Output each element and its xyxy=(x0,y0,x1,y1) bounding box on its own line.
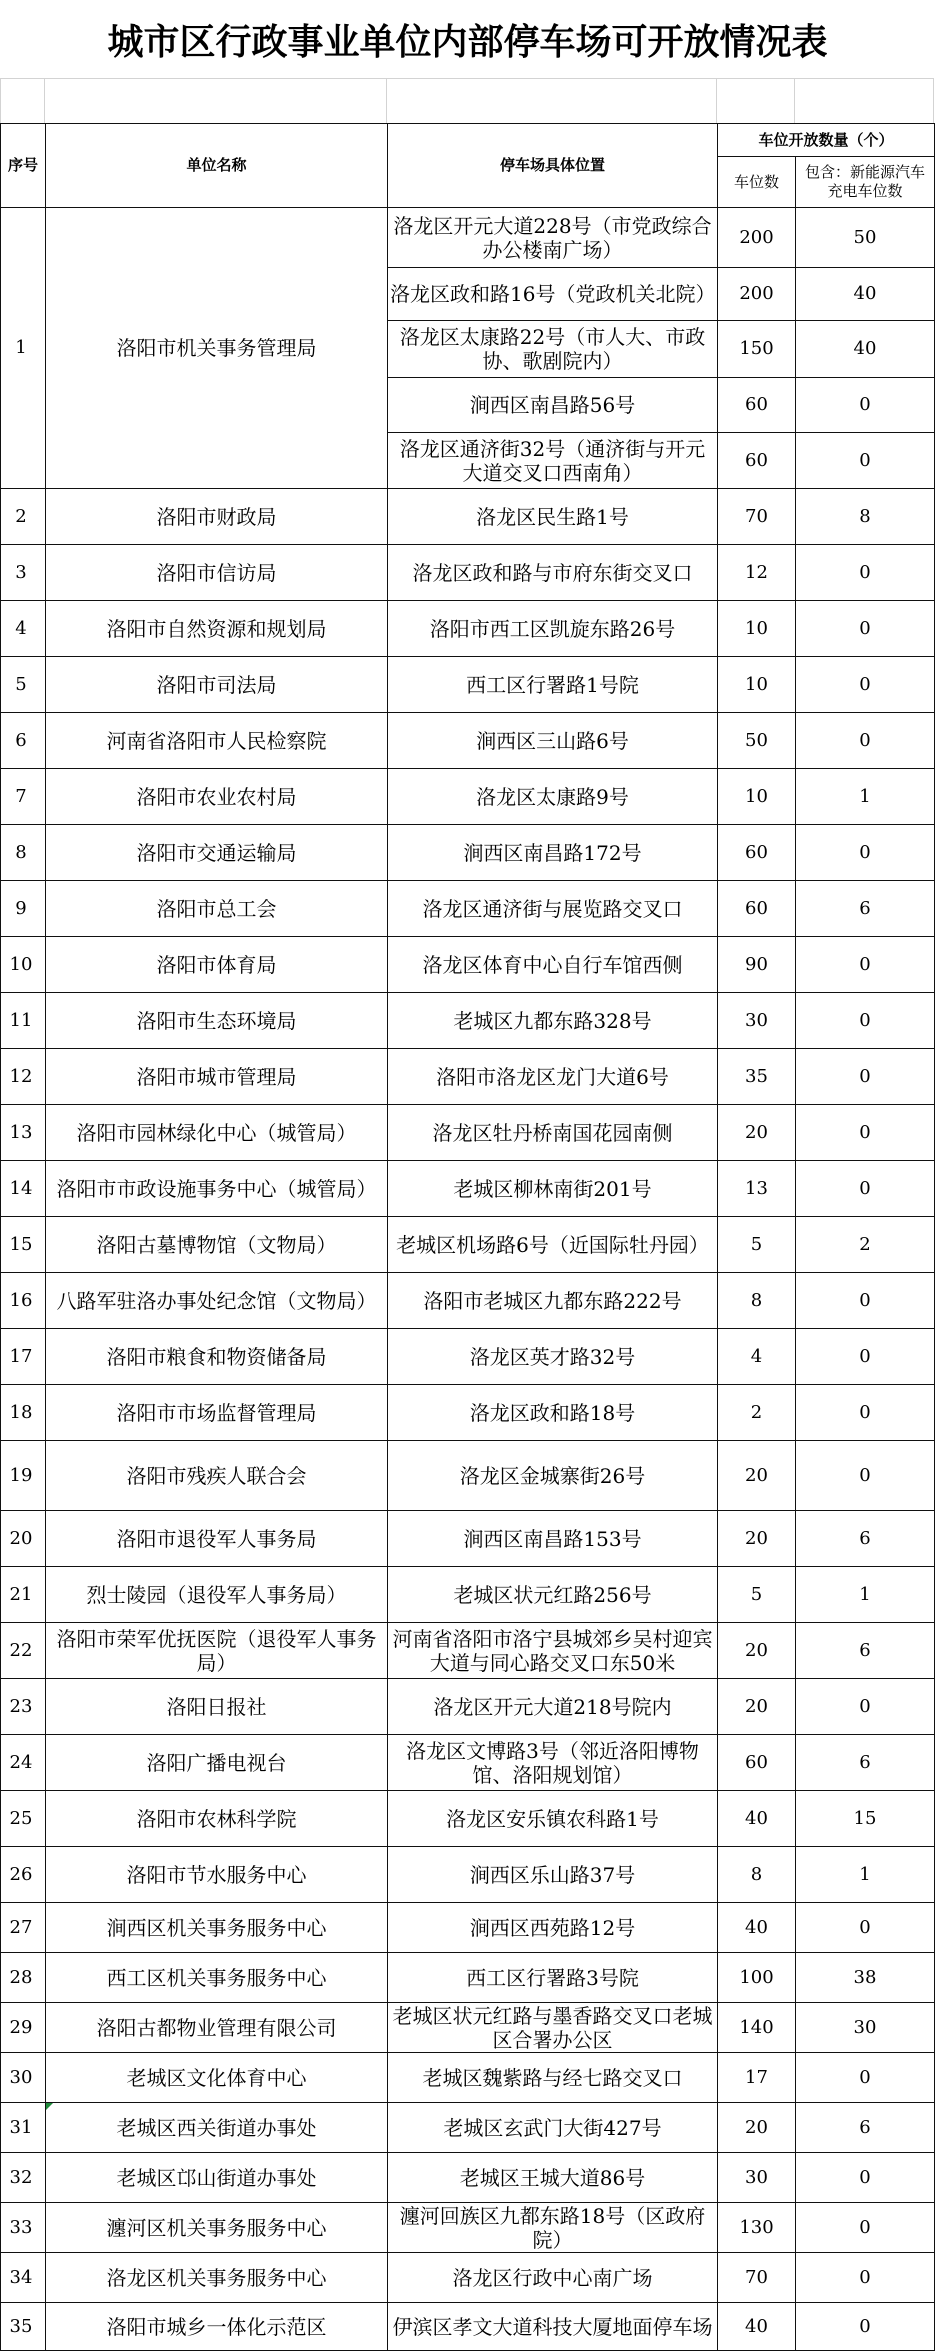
header-ev-spaces: 包含：新能源汽车充电车位数 xyxy=(796,157,935,208)
location-cell: 老城区状元红路256号 xyxy=(388,1567,718,1623)
spaces-cell: 20 xyxy=(718,1511,796,1567)
unit-name-cell: 西工区机关事务服务中心 xyxy=(46,1953,388,2003)
table-row xyxy=(1,601,935,657)
ev-spaces-cell: 0 xyxy=(796,1385,935,1441)
ev-spaces-cell: 0 xyxy=(796,1679,935,1735)
location-cell: 洛龙区文博路3号（邻近洛阳博物馆、洛阳规划馆） xyxy=(388,1735,718,1791)
spaces-cell: 10 xyxy=(718,601,796,657)
table-row xyxy=(1,1105,935,1161)
ev-spaces-cell: 0 xyxy=(796,1903,935,1953)
unit-name-cell: 洛阳市信访局 xyxy=(46,545,388,601)
index-cell: 3 xyxy=(1,545,46,601)
location-cell: 洛龙区政和路16号（党政机关北院） xyxy=(388,268,718,321)
index-cell: 1 xyxy=(1,208,46,489)
location-cell: 洛龙区太康路9号 xyxy=(388,769,718,825)
spaces-cell: 10 xyxy=(718,769,796,825)
index-cell: 6 xyxy=(1,713,46,769)
index-cell: 32 xyxy=(1,2153,46,2203)
spaces-cell: 20 xyxy=(718,1623,796,1679)
cell-error-indicator-icon xyxy=(46,2103,53,2110)
ev-spaces-cell: 0 xyxy=(796,937,935,993)
ev-spaces-cell: 0 xyxy=(796,1329,935,1385)
location-cell: 老城区状元红路与墨香路交叉口老城区合署办公区 xyxy=(388,2003,718,2053)
location-cell: 洛龙区牡丹桥南国花园南侧 xyxy=(388,1105,718,1161)
location-cell: 老城区柳林南街201号 xyxy=(388,1161,718,1217)
unit-name-cell: 洛阳市粮食和物资储备局 xyxy=(46,1329,388,1385)
table-row xyxy=(1,2253,935,2303)
table-row xyxy=(1,2303,935,2351)
table-row xyxy=(1,1623,935,1679)
index-cell: 2 xyxy=(1,489,46,545)
location-cell: 洛龙区民生路1号 xyxy=(388,489,718,545)
ev-spaces-cell: 0 xyxy=(796,2053,935,2103)
spaces-cell: 40 xyxy=(718,1903,796,1953)
unit-name-cell: 洛阳市退役军人事务局 xyxy=(46,1511,388,1567)
ev-spaces-cell: 40 xyxy=(796,321,935,378)
spaces-cell: 5 xyxy=(718,1217,796,1273)
ev-spaces-cell: 0 xyxy=(796,2153,935,2203)
unit-name-cell: 洛阳市城乡一体化示范区 xyxy=(46,2303,388,2351)
location-cell: 涧西区三山路6号 xyxy=(388,713,718,769)
header-open-spaces-group: 车位开放数量（个） xyxy=(718,124,935,157)
index-cell: 30 xyxy=(1,2053,46,2103)
index-cell: 19 xyxy=(1,1441,46,1511)
ev-spaces-cell: 0 xyxy=(796,1049,935,1105)
ev-spaces-cell: 38 xyxy=(796,1953,935,2003)
table-row xyxy=(1,2203,935,2253)
ev-spaces-cell: 15 xyxy=(796,1791,935,1847)
spaces-cell: 50 xyxy=(718,713,796,769)
location-cell: 老城区玄武门大街427号 xyxy=(388,2103,718,2153)
index-cell: 34 xyxy=(1,2253,46,2303)
location-cell: 河南省洛阳市洛宁县城郊乡吴村迎宾大道与同心路交叉口东50米 xyxy=(388,1623,718,1679)
header-location: 停车场具体位置 xyxy=(388,124,718,208)
location-cell: 洛龙区政和路18号 xyxy=(388,1385,718,1441)
unit-name-cell: 洛阳市市政设施事务中心（城管局） xyxy=(46,1161,388,1217)
location-cell: 涧西区南昌路153号 xyxy=(388,1511,718,1567)
spaces-cell: 140 xyxy=(718,2003,796,2053)
table-row xyxy=(1,2153,935,2203)
spaces-cell: 5 xyxy=(718,1567,796,1623)
spaces-cell: 8 xyxy=(718,1847,796,1903)
ev-spaces-cell: 50 xyxy=(796,208,935,268)
table-row xyxy=(1,1161,935,1217)
location-cell: 洛龙区体育中心自行车馆西侧 xyxy=(388,937,718,993)
location-cell: 洛龙区太康路22号（市人大、市政协、歌剧院内） xyxy=(388,321,718,378)
spaces-cell: 20 xyxy=(718,2103,796,2153)
index-cell: 21 xyxy=(1,1567,46,1623)
location-cell: 西工区行署路1号院 xyxy=(388,657,718,713)
table-row xyxy=(1,657,935,713)
ev-spaces-cell: 0 xyxy=(796,433,935,489)
location-cell: 洛龙区金城寨街26号 xyxy=(388,1441,718,1511)
ev-spaces-cell: 6 xyxy=(796,1511,935,1567)
ev-spaces-cell: 0 xyxy=(796,1105,935,1161)
location-cell: 洛龙区英才路32号 xyxy=(388,1329,718,1385)
index-cell: 33 xyxy=(1,2203,46,2253)
ev-spaces-cell: 0 xyxy=(796,713,935,769)
unit-name-cell: 洛阳市财政局 xyxy=(46,489,388,545)
location-cell: 瀍河回族区九都东路18号（区政府院） xyxy=(388,2203,718,2253)
unit-name-cell: 洛阳市市场监督管理局 xyxy=(46,1385,388,1441)
unit-name-cell: 洛阳市司法局 xyxy=(46,657,388,713)
ev-spaces-cell: 30 xyxy=(796,2003,935,2053)
unit-name-cell: 洛阳市城市管理局 xyxy=(46,1049,388,1105)
index-cell: 13 xyxy=(1,1105,46,1161)
spaces-cell: 10 xyxy=(718,657,796,713)
location-cell: 老城区魏紫路与经七路交叉口 xyxy=(388,2053,718,2103)
unit-name-cell: 洛阳市机关事务管理局 xyxy=(46,208,388,489)
location-cell: 洛阳市老城区九都东路222号 xyxy=(388,1273,718,1329)
table-row xyxy=(1,1049,935,1105)
unit-name-cell: 洛阳市农林科学院 xyxy=(46,1791,388,1847)
table-row xyxy=(1,2003,935,2053)
unit-name-cell: 河南省洛阳市人民检察院 xyxy=(46,713,388,769)
spaces-cell: 2 xyxy=(718,1385,796,1441)
spaces-cell: 17 xyxy=(718,2053,796,2103)
ev-spaces-cell: 1 xyxy=(796,1567,935,1623)
ev-spaces-cell: 6 xyxy=(796,1735,935,1791)
spaces-cell: 60 xyxy=(718,433,796,489)
unit-name-cell: 瀍河区机关事务服务中心 xyxy=(46,2203,388,2253)
unit-name-cell: 洛龙区机关事务服务中心 xyxy=(46,2253,388,2303)
index-cell: 17 xyxy=(1,1329,46,1385)
spaces-cell: 90 xyxy=(718,937,796,993)
spaces-cell: 70 xyxy=(718,489,796,545)
ev-spaces-cell: 0 xyxy=(796,993,935,1049)
spaces-cell: 35 xyxy=(718,1049,796,1105)
table-row xyxy=(1,2103,935,2153)
index-cell: 7 xyxy=(1,769,46,825)
spaces-cell: 13 xyxy=(718,1161,796,1217)
ev-spaces-cell: 0 xyxy=(796,2253,935,2303)
spaces-cell: 12 xyxy=(718,545,796,601)
spaces-cell: 130 xyxy=(718,2203,796,2253)
spaces-cell: 20 xyxy=(718,1105,796,1161)
spaces-cell: 60 xyxy=(718,1735,796,1791)
ev-spaces-cell: 0 xyxy=(796,378,935,433)
spaces-cell: 150 xyxy=(718,321,796,378)
table-row xyxy=(1,1273,935,1329)
ev-spaces-cell: 1 xyxy=(796,769,935,825)
header-unit-name: 单位名称 xyxy=(46,124,388,208)
unit-name-cell: 洛阳市节水服务中心 xyxy=(46,1847,388,1903)
table-row xyxy=(1,1791,935,1847)
table-body xyxy=(1,208,935,2351)
table-row xyxy=(1,769,935,825)
index-cell: 15 xyxy=(1,1217,46,1273)
table-row xyxy=(1,825,935,881)
index-cell: 26 xyxy=(1,1847,46,1903)
index-cell: 16 xyxy=(1,1273,46,1329)
spreadsheet-gridline-row xyxy=(0,78,934,123)
unit-name-cell: 老城区邙山街道办事处 xyxy=(46,2153,388,2203)
table-row xyxy=(1,1679,935,1735)
unit-name-cell: 洛阳市农业农村局 xyxy=(46,769,388,825)
location-cell: 老城区王城大道86号 xyxy=(388,2153,718,2203)
ev-spaces-cell: 0 xyxy=(796,601,935,657)
index-cell: 23 xyxy=(1,1679,46,1735)
spaces-cell: 20 xyxy=(718,1441,796,1511)
location-cell: 涧西区南昌路56号 xyxy=(388,378,718,433)
unit-name-cell: 洛阳市体育局 xyxy=(46,937,388,993)
location-cell: 涧西区西苑路12号 xyxy=(388,1903,718,1953)
unit-name-cell: 烈士陵园（退役军人事务局） xyxy=(46,1567,388,1623)
ev-spaces-cell: 0 xyxy=(796,657,935,713)
table-row xyxy=(1,545,935,601)
index-cell: 25 xyxy=(1,1791,46,1847)
header-spaces: 车位数 xyxy=(718,157,796,208)
ev-spaces-cell: 0 xyxy=(796,1273,935,1329)
ev-spaces-cell: 6 xyxy=(796,1623,935,1679)
ev-spaces-cell: 0 xyxy=(796,825,935,881)
unit-name-cell: 八路军驻洛办事处纪念馆（文物局） xyxy=(46,1273,388,1329)
unit-name-cell: 洛阳市生态环境局 xyxy=(46,993,388,1049)
table-row xyxy=(1,1329,935,1385)
location-cell: 老城区机场路6号（近国际牡丹园） xyxy=(388,1217,718,1273)
index-cell: 5 xyxy=(1,657,46,713)
spaces-cell: 40 xyxy=(718,1791,796,1847)
index-cell: 20 xyxy=(1,1511,46,1567)
ev-spaces-cell: 1 xyxy=(796,1847,935,1903)
table-row xyxy=(1,881,935,937)
table-row xyxy=(1,1441,935,1511)
table-row xyxy=(1,1511,935,1567)
location-cell: 洛龙区开元大道228号（市党政综合办公楼南广场） xyxy=(388,208,718,268)
table-row xyxy=(1,1953,935,2003)
spaces-cell: 70 xyxy=(718,2253,796,2303)
index-cell: 11 xyxy=(1,993,46,1049)
index-cell: 29 xyxy=(1,2003,46,2053)
unit-name-cell: 涧西区机关事务服务中心 xyxy=(46,1903,388,1953)
location-cell: 洛阳市洛龙区龙门大道6号 xyxy=(388,1049,718,1105)
unit-name-cell: 老城区文化体育中心 xyxy=(46,2053,388,2103)
spaces-cell: 20 xyxy=(718,1679,796,1735)
location-cell: 西工区行署路3号院 xyxy=(388,1953,718,2003)
spaces-cell: 200 xyxy=(718,268,796,321)
location-cell: 伊滨区孝文大道科技大厦地面停车场 xyxy=(388,2303,718,2351)
header-index: 序号 xyxy=(1,124,46,208)
ev-spaces-cell: 0 xyxy=(796,1441,935,1511)
index-cell: 9 xyxy=(1,881,46,937)
index-cell: 12 xyxy=(1,1049,46,1105)
location-cell: 洛龙区通济街32号（通济街与开元大道交叉口西南角） xyxy=(388,433,718,489)
unit-name-cell: 洛阳市残疾人联合会 xyxy=(46,1441,388,1511)
index-cell: 4 xyxy=(1,601,46,657)
header-row xyxy=(1,124,935,157)
table-row xyxy=(1,993,935,1049)
ev-spaces-cell: 6 xyxy=(796,881,935,937)
spaces-cell: 200 xyxy=(718,208,796,268)
spaces-cell: 60 xyxy=(718,825,796,881)
table-row xyxy=(1,713,935,769)
index-cell: 18 xyxy=(1,1385,46,1441)
ev-spaces-cell: 2 xyxy=(796,1217,935,1273)
spaces-cell: 4 xyxy=(718,1329,796,1385)
index-cell: 31 xyxy=(1,2103,46,2153)
page-title: 城市区行政事业单位内部停车场可开放情况表 xyxy=(107,21,828,63)
location-cell: 洛龙区行政中心南广场 xyxy=(388,2253,718,2303)
location-cell: 洛龙区安乐镇农科路1号 xyxy=(388,1791,718,1847)
spaces-cell: 30 xyxy=(718,993,796,1049)
unit-name-cell: 洛阳市自然资源和规划局 xyxy=(46,601,388,657)
empty-grid-cell xyxy=(387,78,717,123)
table-row xyxy=(1,1847,935,1903)
ev-spaces-cell: 0 xyxy=(796,2203,935,2253)
table-row xyxy=(1,937,935,993)
location-cell: 洛龙区政和路与市府东街交叉口 xyxy=(388,545,718,601)
unit-name-cell: 老城区西关街道办事处 xyxy=(46,2103,388,2153)
table-row xyxy=(1,1567,935,1623)
location-cell: 老城区九都东路328号 xyxy=(388,993,718,1049)
unit-name-cell: 洛阳广播电视台 xyxy=(46,1735,388,1791)
table-row xyxy=(1,1735,935,1791)
empty-grid-cell xyxy=(45,78,387,123)
table-row xyxy=(1,208,935,268)
unit-name-cell: 洛阳市园林绿化中心（城管局） xyxy=(46,1105,388,1161)
table-row xyxy=(1,489,935,545)
parking-table xyxy=(0,123,935,2351)
ev-spaces-cell: 0 xyxy=(796,545,935,601)
unit-name-cell: 洛阳市总工会 xyxy=(46,881,388,937)
unit-name-cell: 洛阳古墓博物馆（文物局） xyxy=(46,1217,388,1273)
location-cell: 涧西区南昌路172号 xyxy=(388,825,718,881)
location-cell: 洛阳市西工区凯旋东路26号 xyxy=(388,601,718,657)
unit-name-cell: 洛阳日报社 xyxy=(46,1679,388,1735)
index-cell: 35 xyxy=(1,2303,46,2351)
index-cell: 14 xyxy=(1,1161,46,1217)
spaces-cell: 60 xyxy=(718,881,796,937)
index-cell: 10 xyxy=(1,937,46,993)
unit-name-cell: 洛阳市荣军优抚医院（退役军人事务局） xyxy=(46,1623,388,1679)
empty-grid-cell xyxy=(795,78,934,123)
spaces-cell: 30 xyxy=(718,2153,796,2203)
unit-name-cell: 洛阳古都物业管理有限公司 xyxy=(46,2003,388,2053)
empty-grid-cell xyxy=(717,78,795,123)
index-cell: 24 xyxy=(1,1735,46,1791)
index-cell: 28 xyxy=(1,1953,46,2003)
ev-spaces-cell: 40 xyxy=(796,268,935,321)
spaces-cell: 60 xyxy=(718,378,796,433)
ev-spaces-cell: 8 xyxy=(796,489,935,545)
location-cell: 涧西区乐山路37号 xyxy=(388,1847,718,1903)
index-cell: 8 xyxy=(1,825,46,881)
table-row xyxy=(1,1385,935,1441)
spaces-cell: 40 xyxy=(718,2303,796,2351)
ev-spaces-cell: 0 xyxy=(796,2303,935,2351)
location-cell: 洛龙区通济街与展览路交叉口 xyxy=(388,881,718,937)
location-cell: 洛龙区开元大道218号院内 xyxy=(388,1679,718,1735)
table-row xyxy=(1,1217,935,1273)
table-row xyxy=(1,1903,935,1953)
table-header xyxy=(1,124,935,208)
table-row xyxy=(1,2053,935,2103)
unit-name-cell: 洛阳市交通运输局 xyxy=(46,825,388,881)
empty-grid-cell xyxy=(0,78,45,123)
index-cell: 27 xyxy=(1,1903,46,1953)
index-cell: 22 xyxy=(1,1623,46,1679)
spaces-cell: 100 xyxy=(718,1953,796,2003)
spaces-cell: 8 xyxy=(718,1273,796,1329)
ev-spaces-cell: 6 xyxy=(796,2103,935,2153)
ev-spaces-cell: 0 xyxy=(796,1161,935,1217)
